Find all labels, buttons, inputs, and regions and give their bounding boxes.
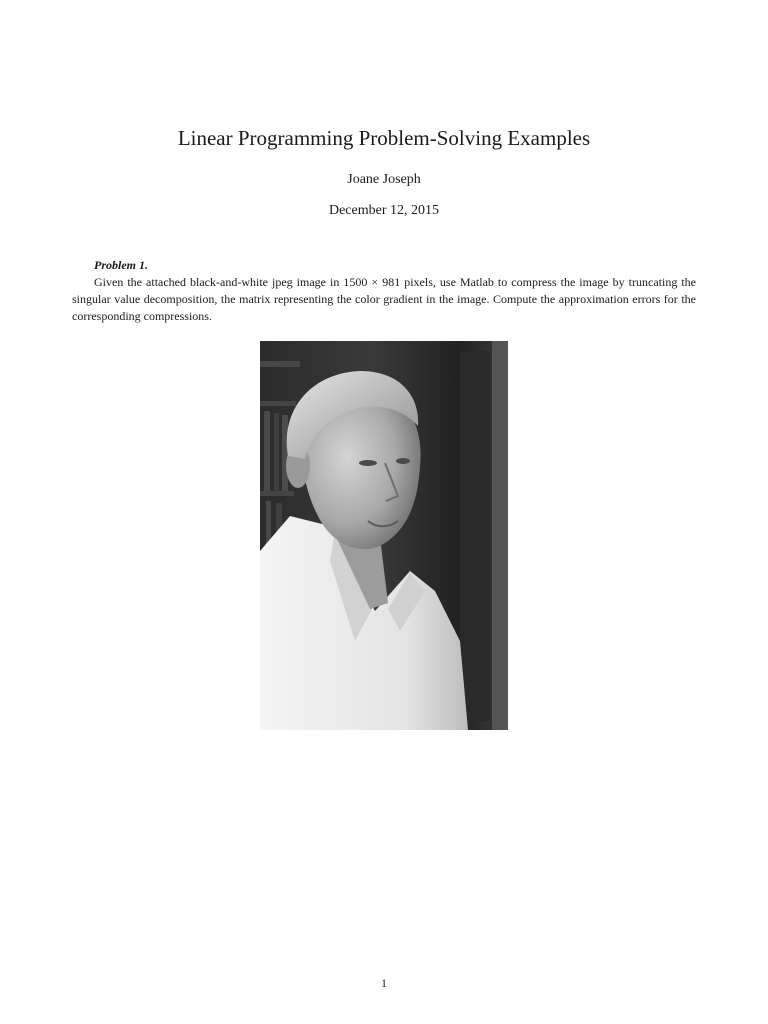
problem-text: Given the attached black-and-white jpeg image in 1500 × 981 pixels, use Matlab to compress the image by truncating the singular value decomposition, the matrix representing the color gradient in the image. Compute the approximation errors for the corresponding compressions. [72,275,696,323]
problem-heading: Problem 1. [94,258,148,272]
problem-block [72,257,696,325]
document-author: Joane Joseph [347,172,421,187]
document-date: December 12, 2015 [328,203,440,218]
document-title: Linear Programming Problem-Solving Examples [177,126,591,150]
portrait-photo-icon [260,341,508,730]
page-number: 1 [381,976,387,990]
